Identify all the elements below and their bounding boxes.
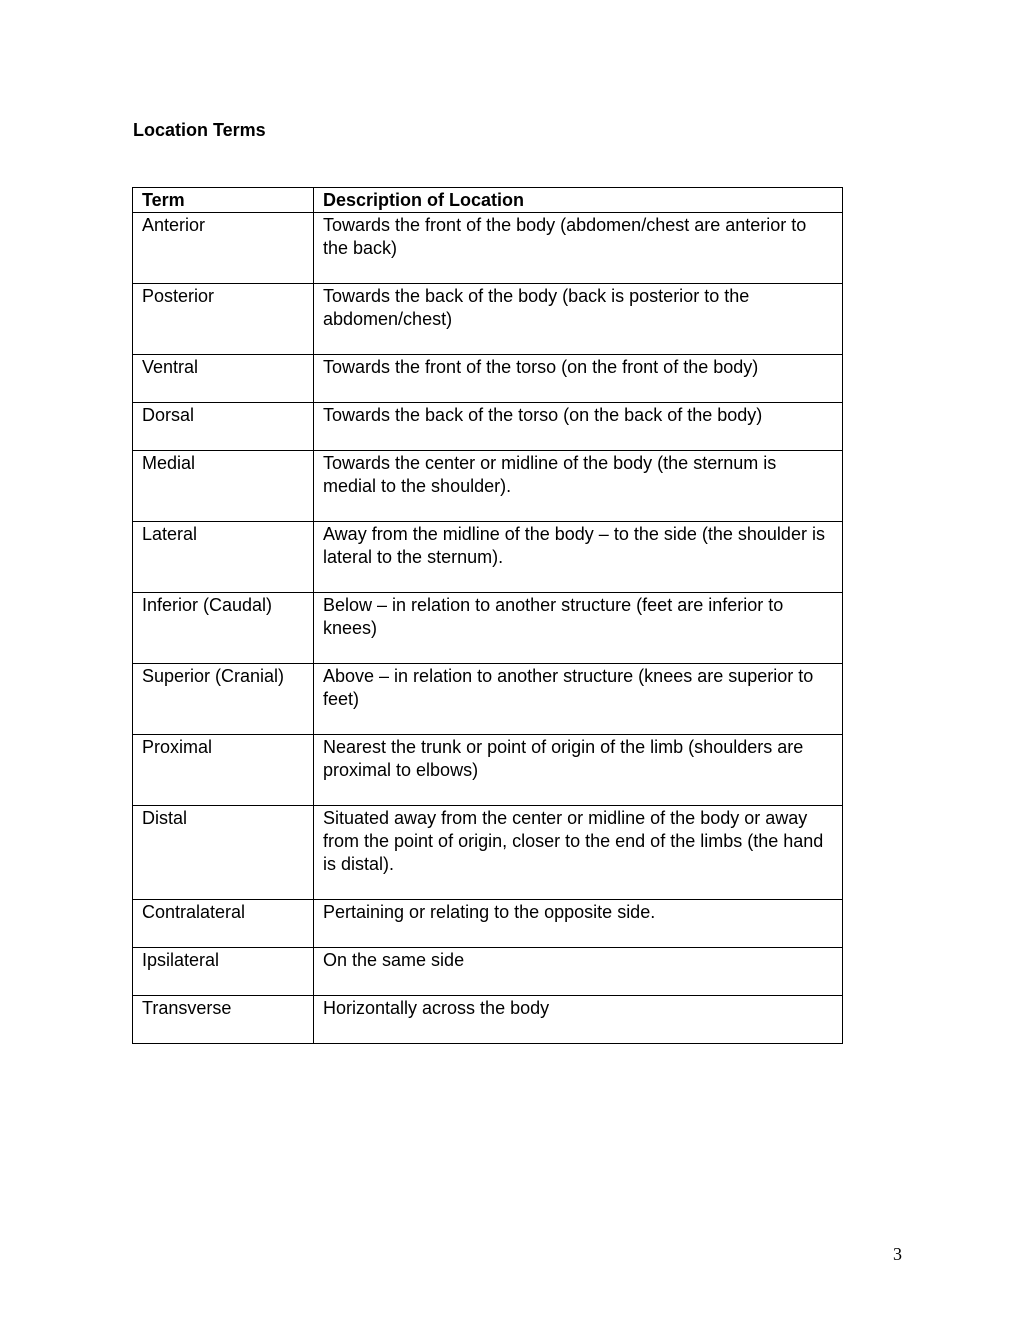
table-row — [133, 664, 843, 735]
table-row — [133, 996, 843, 1044]
column-header-term: Term — [133, 188, 314, 213]
column-header-description: Description of Location — [314, 188, 843, 213]
table-row — [133, 355, 843, 403]
description-cell: Above – in relation to another structure (knees are superior to feet) — [314, 664, 843, 735]
table-row — [133, 213, 843, 284]
table-row — [133, 522, 843, 593]
term-cell: Proximal — [133, 735, 314, 806]
location-terms-table — [132, 187, 843, 1044]
description-cell: Towards the back of the body (back is posterior to the abdomen/chest) — [314, 284, 843, 355]
table-row — [133, 451, 843, 522]
table-header-row — [133, 188, 843, 213]
table-row — [133, 284, 843, 355]
term-cell: Inferior (Caudal) — [133, 593, 314, 664]
description-cell: Pertaining or relating to the opposite side. — [314, 900, 843, 948]
term-cell: Ventral — [133, 355, 314, 403]
table-row — [133, 806, 843, 900]
term-cell: Transverse — [133, 996, 314, 1044]
term-cell: Superior (Cranial) — [133, 664, 314, 735]
description-cell: Below – in relation to another structure (feet are inferior to knees) — [314, 593, 843, 664]
table-row — [133, 403, 843, 451]
page-number: 3 — [893, 1244, 902, 1264]
description-cell: Situated away from the center or midline of the body or away from the point of origin, closer to the end of the limbs (the hand is distal). — [314, 806, 843, 900]
term-cell: Dorsal — [133, 403, 314, 451]
term-cell: Distal — [133, 806, 314, 900]
description-cell: Towards the back of the torso (on the back of the body) — [314, 403, 843, 451]
description-cell: Away from the midline of the body – to the side (the shoulder is lateral to the sternum). — [314, 522, 843, 593]
description-cell: Horizontally across the body — [314, 996, 843, 1044]
term-cell: Medial — [133, 451, 314, 522]
description-cell: Towards the front of the body (abdomen/chest are anterior to the back) — [314, 213, 843, 284]
section-heading: Location Terms — [133, 120, 266, 140]
table-row — [133, 948, 843, 996]
description-cell: Towards the front of the torso (on the front of the body) — [314, 355, 843, 403]
table-row — [133, 593, 843, 664]
term-cell: Lateral — [133, 522, 314, 593]
term-cell: Ipsilateral — [133, 948, 314, 996]
term-cell: Contralateral — [133, 900, 314, 948]
table-row — [133, 900, 843, 948]
term-cell: Anterior — [133, 213, 314, 284]
description-cell: On the same side — [314, 948, 843, 996]
description-cell: Towards the center or midline of the body (the sternum is medial to the shoulder). — [314, 451, 843, 522]
table-row — [133, 735, 843, 806]
term-cell: Posterior — [133, 284, 314, 355]
description-cell: Nearest the trunk or point of origin of the limb (shoulders are proximal to elbows) — [314, 735, 843, 806]
